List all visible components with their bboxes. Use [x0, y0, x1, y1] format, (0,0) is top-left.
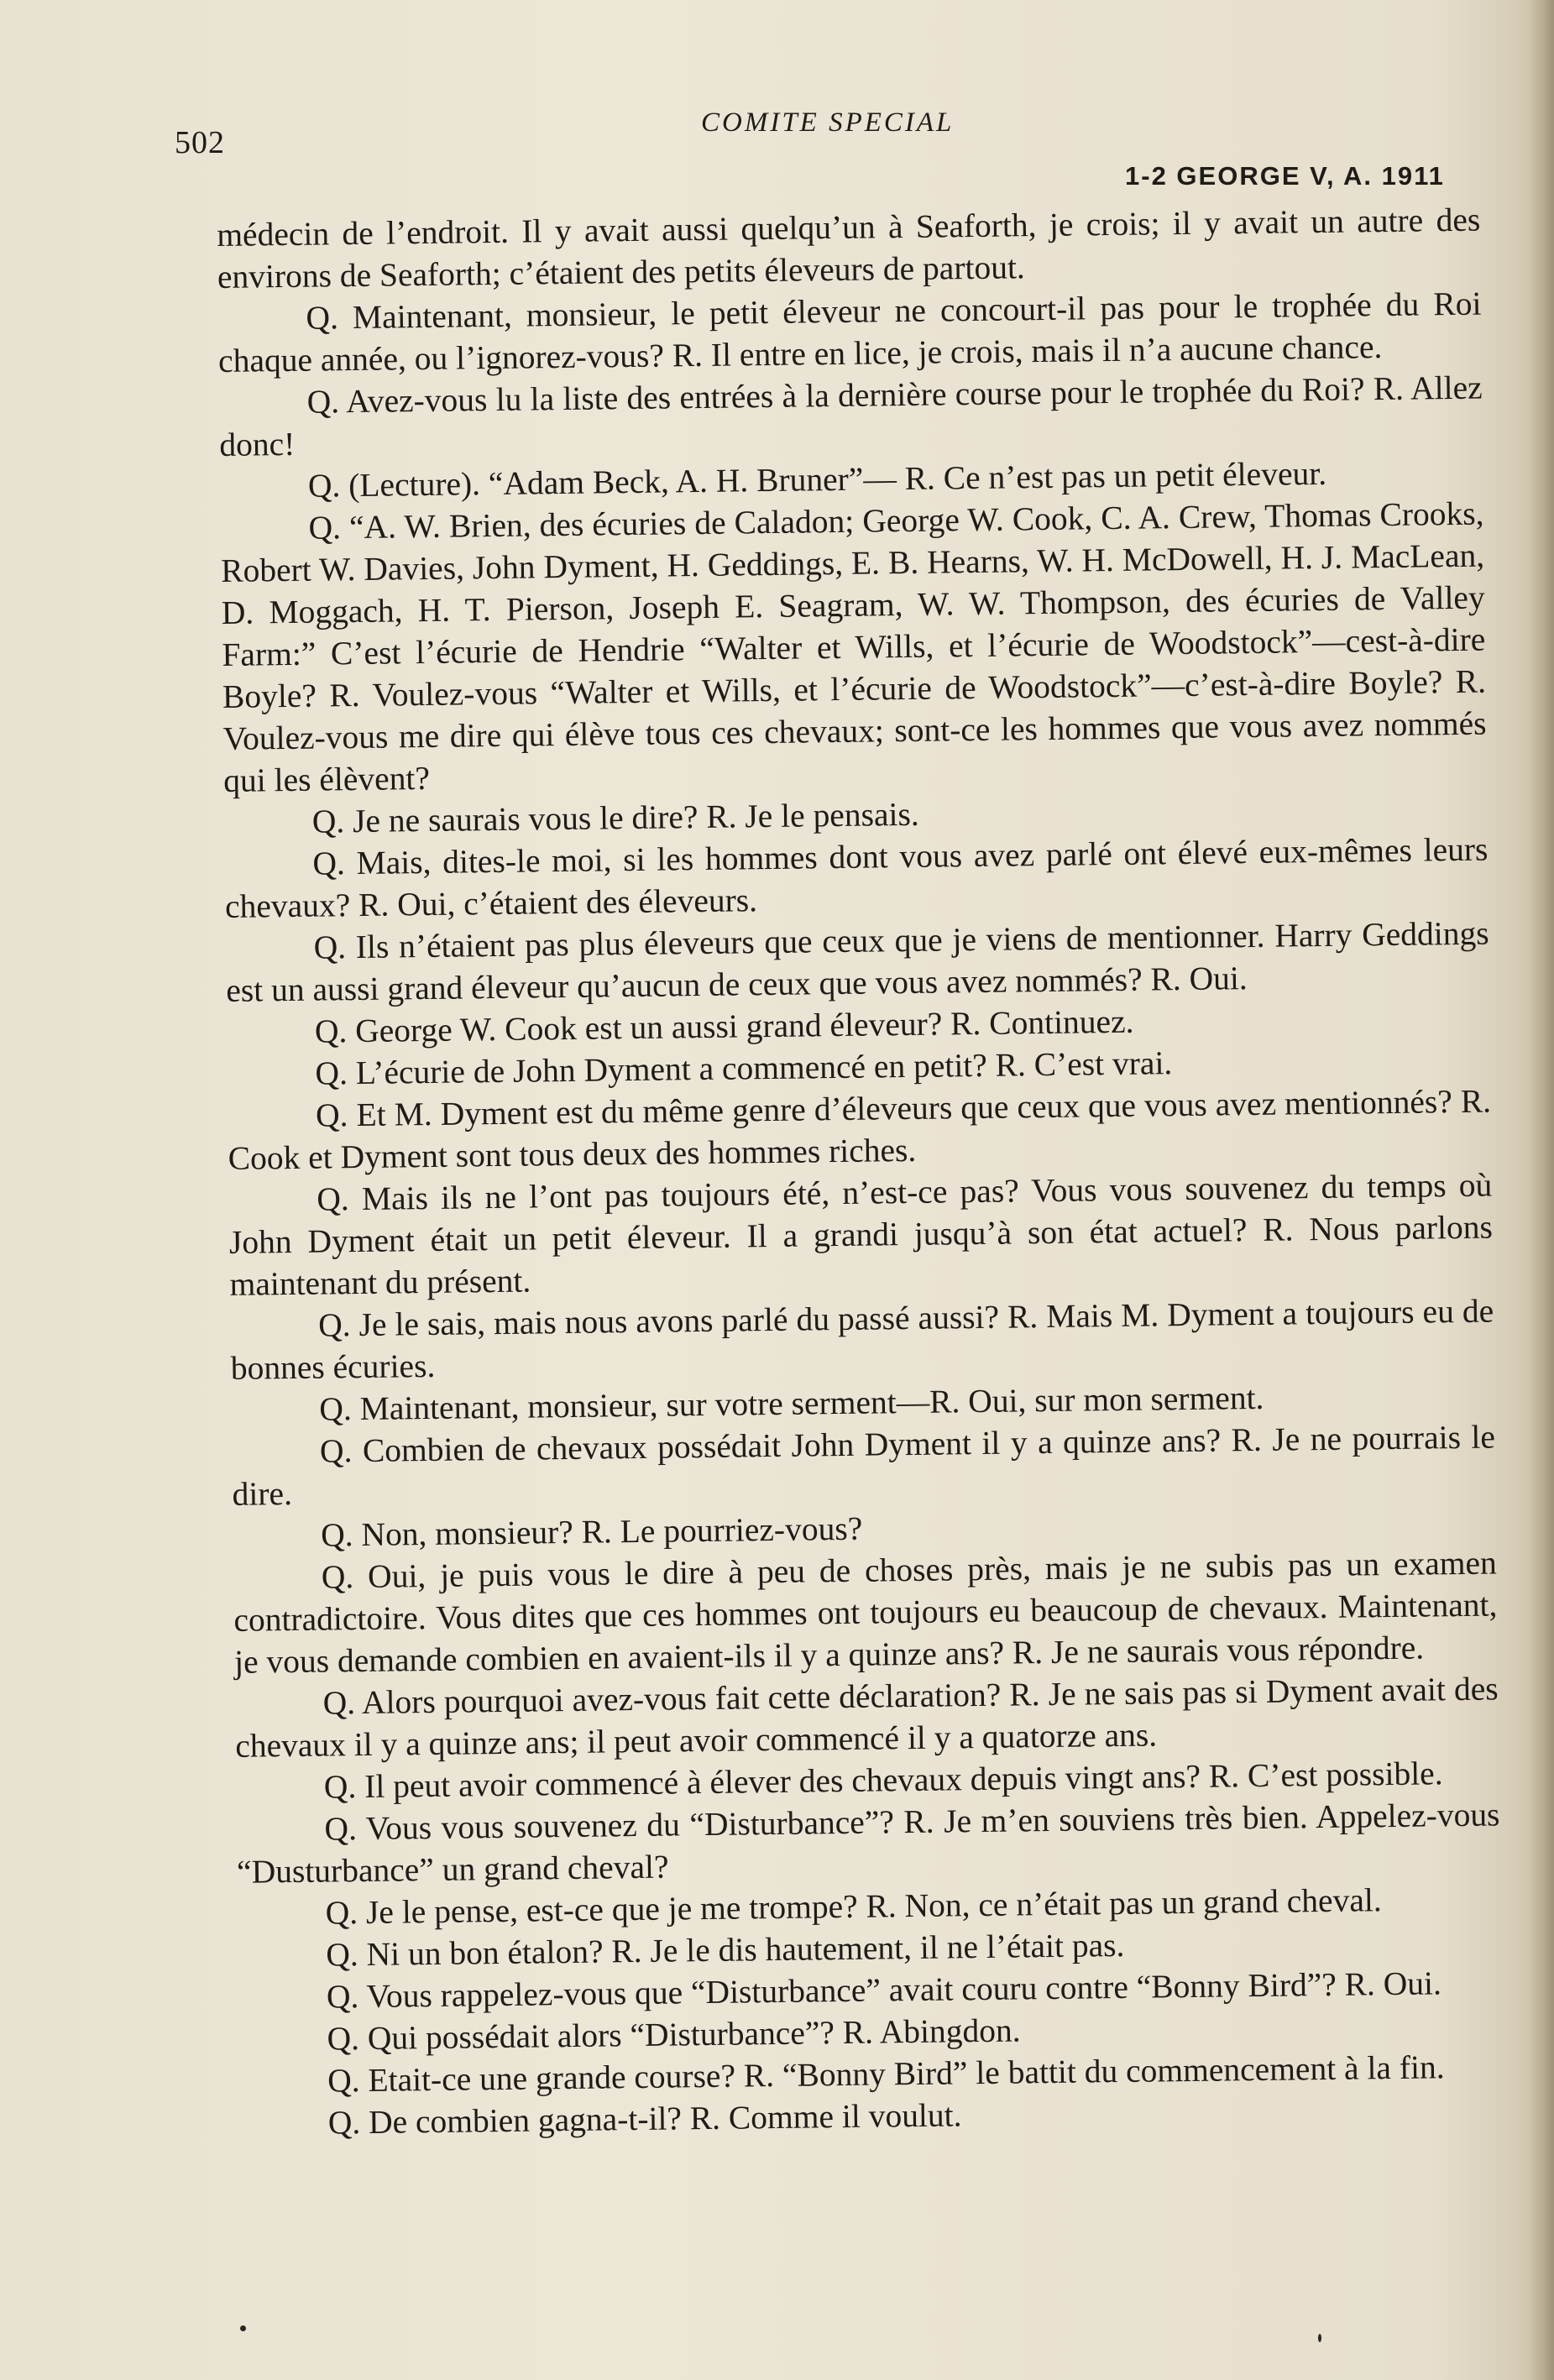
running-title: COMITE SPECIAL — [701, 107, 955, 138]
paragraph: Q. Non, monsieur? R. Le pourriez-vous? — [320, 1509, 863, 1554]
paragraph: Q. Maintenant, monsieur, sur votre serment—R. Oui, sur mon serment. — [319, 1378, 1264, 1428]
paragraph: Q. Qui possédait alors “Disturbance”? R. Abingdon. — [327, 2011, 1021, 2058]
paragraph: Q. Etait-ce une grande course? R. “Bonny Bird” le battit du commencement à la fin. — [327, 2048, 1445, 2100]
paragraph: Q. Vous rappelez-vous que “Disturbance” avait couru contre “Bonny Bird”? R. Oui. — [326, 1964, 1442, 2016]
paragraph: Q. Mais, dites-le moi, si les hommes dont vous avez parlé ont élevé eux-mêmes leurs chevaux? R. Oui, c’étaient des éleveurs. — [224, 830, 1489, 925]
body-text — [217, 199, 1504, 2145]
book-spine-shadow — [1529, 0, 1554, 2380]
paragraph: Q. Je le pense, est-ce que je me trompe? R. Non, ce n’était pas un grand cheval. — [325, 1881, 1382, 1932]
paragraph: Q. Combien de chevaux possédait John Dyment il y a quinze ans? R. Je ne pourrais le dire. — [232, 1418, 1496, 1513]
paragraph: Q. Vous vous souvenez du “Disturbance”? R. Je m’en souviens très bien. Appelez-vous “Dusturbance” un grand cheval? — [236, 1796, 1500, 1891]
paragraph: Q. Mais ils ne l’ont pas toujours été, n’est-ce pas? Vous vous souvenez du temps où John Dyment était un petit éleveur. Il a grandi jusqu’à son état actuel? R. Nous parlons maintenant du présent. — [228, 1166, 1494, 1303]
paragraph: Q. “A. W. Brien, des écuries de Caladon; George W. Cook, C. A. Crew, Thomas Crooks, Robert W. Davies, John Dyment, H. Geddings, E. B. Hearns, W. H. McDowell, H. J. MacLean, D. Moggach, H. T. Pierson, Joseph E. Seagram, W. W. Thompson, des écuries de Valley Farm:” C’est l’écurie de Hendrie “Walter et Wills, et l’écurie de Woodstock”—cest-à-dire Boyle? R. Voulez-vous “Walter et Wills, et l’écurie de Woodstock”—c’est-à-dire Boyle? R. Voulez-vous me dire qui élève tous ces chevaux; sont-ce les hommes que vous avez nommés qui les élèvent? — [220, 494, 1487, 799]
paragraph: Q. Il peut avoir commencé à élever des chevaux depuis vingt ans? R. C’est possible. — [323, 1755, 1443, 1806]
paragraph: Q. Avez-vous lu la liste des entrées à la dernière course pour le trophée du Roi? R. Allez donc! — [219, 369, 1483, 463]
session-label: 1-2 GEORGE V, A. 1911 — [1125, 161, 1445, 191]
paragraph: Q. Ni un bon étalon? R. Je le dis hautement, il ne l’était pas. — [326, 1926, 1125, 1974]
paragraph: Q. (Lecture). “Adam Beck, A. H. Bruner”— R. Ce n’est pas un petit éleveur. — [307, 454, 1327, 505]
paragraph: Q. Maintenant, monsieur, le petit éleveur ne concourt-il pas pour le trophée du Roi chaque année, ou l’ignorez-vous? R. Il entre en lice, je crois, mais il n’a aucune chance. — [217, 285, 1482, 379]
paper-speck — [240, 2325, 246, 2331]
paragraph: médecin de l’endroit. Il y avait aussi quelqu’un à Seaforth, je crois; il y avait un autre des environs de Seaforth; c’étaient des petits éleveurs de partout. — [217, 201, 1481, 296]
paragraph: Q. L’écurie de John Dyment a commencé en petit? R. C’est vrai. — [315, 1044, 1173, 1092]
paper-speck — [1318, 2334, 1321, 2342]
paragraph: Q. Oui, je puis vous le dire à peu de choses près, mais je ne subis pas un examen contradictoire. Vous dites que ces hommes ont toujours eu beaucoup de chevaux. Maintenant, je vous demande combien en avaient-ils il y a quinze ans? R. Je ne saurais vous répondre. — [233, 1544, 1498, 1681]
paragraph: Q. Ils n’étaient pas plus éleveurs que ceux que je viens de mentionner. Harry Geddings est un aussi grand éleveur qu’aucun de ceux que vous avez nommés? R. Oui. — [226, 914, 1489, 1009]
page-number: 502 — [175, 125, 225, 160]
paragraph: Q. Je le sais, mais nous avons parlé du passé aussi? R. Mais M. Dyment a toujours eu de bonnes écuries. — [230, 1292, 1494, 1387]
paragraph: Q. De combien gagna-t-il? R. Comme il voulut. — [327, 2096, 962, 2142]
paragraph: Q. Et M. Dyment est du même genre d’éleveurs que ceux que vous avez mentionnés? R. Cook et Dyment sont tous deux des hommes riches. — [228, 1082, 1492, 1177]
paragraph: Q. Alors pourquoi avez-vous fait cette déclaration? R. Je ne sais pas si Dyment avait des chevaux il y a quinze ans; il peut avoir commencé il y a quatorze ans. — [235, 1670, 1499, 1765]
paragraph: Q. George W. Cook est un aussi grand éleveur? R. Continuez. — [314, 1002, 1134, 1050]
paragraph: Q. Je ne saurais vous le dire? R. Je le pensais. — [311, 795, 919, 840]
